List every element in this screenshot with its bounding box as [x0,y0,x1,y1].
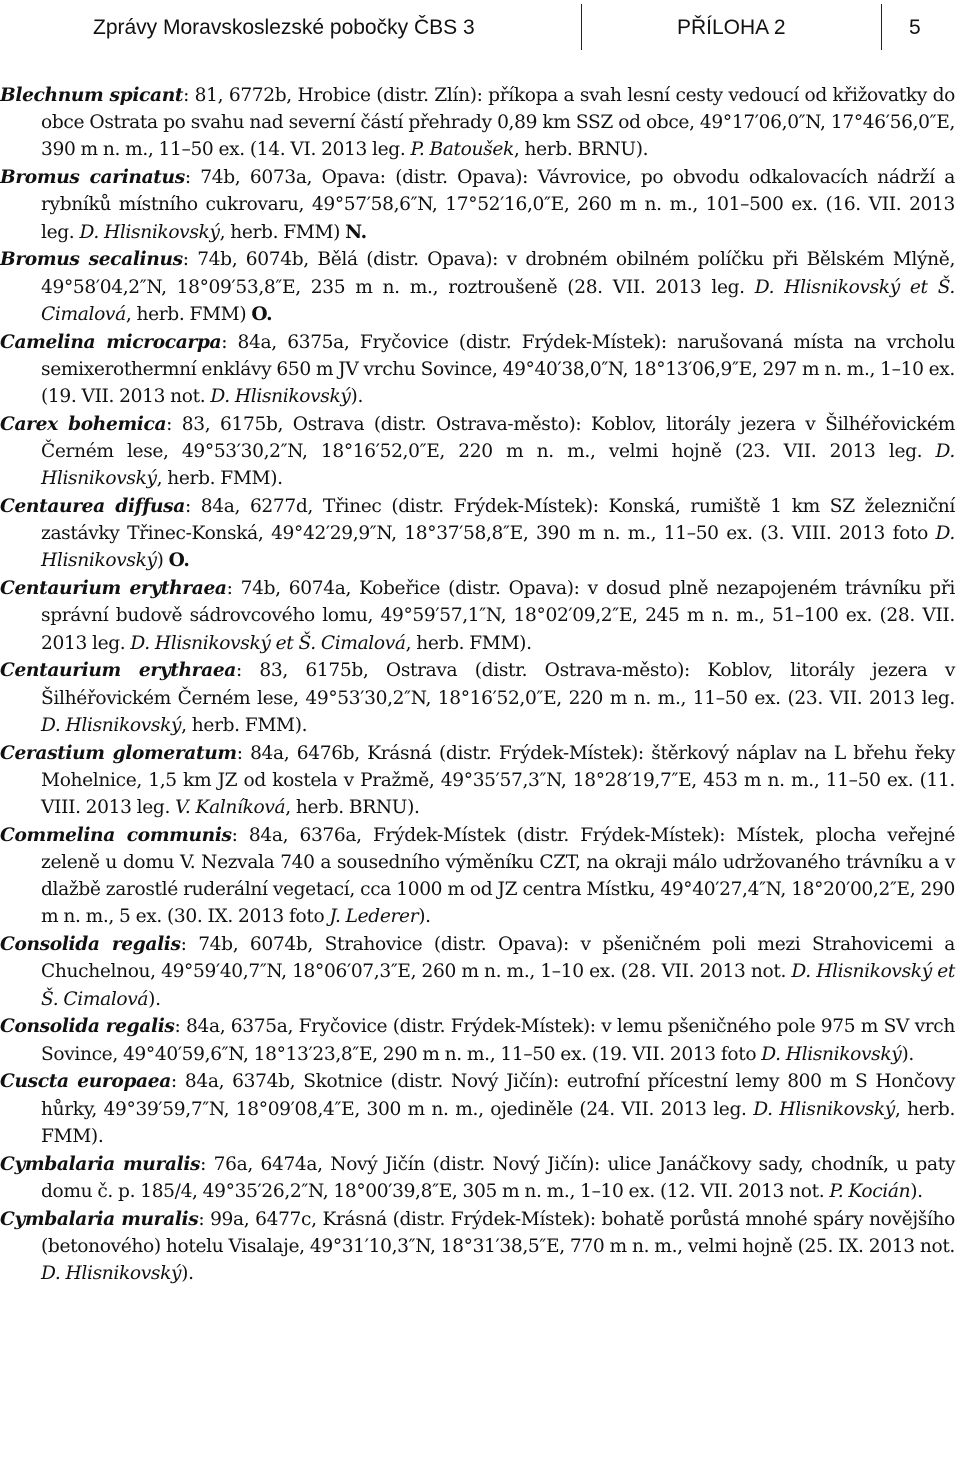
entry-text: : 99a, 6477c, Krásná (distr. Frýdek-Místek): bohatě porůstá mnohé spáry novějšího (betonového) hotelu Visalaje, 49°31′10,3″N, 18°31′38,5″E, 770 m n. m., velmi hojně (25. IX. 2013 not. [41,1208,955,1257]
collector-name: V. Kalníková [175,797,286,819]
collector-name: D. Hlisnikovský [79,221,220,243]
species-entry [0,82,955,164]
species-entry [0,822,955,931]
species-name: Commelina communis [0,824,232,846]
species-name: Cymbalaria muralis [0,1153,201,1175]
species-name: Centaurea diffusa [0,496,185,518]
species-entry [0,1013,955,1067]
entry-text: : 76a, 6474a, Nový Jičín (distr. Nový Jičín): ulice Janáčkovy sady, chodník, u paty domu č. p. 185/4, 49°35′26,2″N, 18°00′39,8″E, 305 m n. m., 1–10 ex. (12. VII. 2013 not. [41,1153,955,1202]
entry-tail: ). [148,988,161,1010]
collector-name: D. Hlisnikovský [41,1263,182,1285]
entry-tail: , herb. FMM) [125,303,252,325]
species-entry [0,246,955,328]
running-header [0,0,960,56]
species-name: Carex bohemica [0,413,167,435]
entry-tail: , herb. BRNU). [513,139,649,161]
entry-tail: , herb. BRNU). [285,797,420,819]
header-divider [581,4,582,50]
species-name: Cuscta europaea [0,1071,171,1093]
entry-text: : 74b, 6074a, Kobeřice (distr. Opava): v dosud plně nezapojeném trávníku při správní budově sádrovcového lomu, 49°59′57,1″N, 18°02′09,2″E, 245 m n. m., 51–100 ex. (28. VII. 2013 leg. [41,578,955,654]
collector-name: D. Hlisnikovský [41,441,955,490]
species-entry [0,411,955,493]
entry-tail: ). [910,1180,923,1202]
collector-name: D. Hlisnikovský et Š. Cimalová [41,961,955,1010]
collector-name: D. Hlisnikovský [41,523,955,572]
species-name: Cerastium glomeratum [0,742,237,764]
entry-text: : 84a, 6374b, Skotnice (distr. Nový Jičín): eutrofní přícestní lemy 800 m S Hončovy hůrky, 49°39′59,7″N, 18°09′08,4″E, 300 m n. m., ojediněle (24. VII. 2013 leg. [41,1071,955,1120]
header-divider [881,4,882,50]
entry-tail: ). [181,1263,194,1285]
collector-name: D. Hlisnikovský [41,714,182,736]
species-name: Bromus secalinus [0,249,183,271]
appendix-label: PŘÍLOHA 2 [677,16,786,39]
entry-text: : 84a, 6375a, Fryčovice (distr. Frýdek-Místek): narušovaná místa na vrcholu semixerothermní enklávy 650 m JV vrchu Sovince, 49°40′38,0″N, 18°13′06,9″E, 297 m n. m., 1–10 ex. (19. VII. 2013 not. [41,331,956,408]
species-name: Consolida regalis [0,934,181,956]
species-name: Centaurium erythraea [0,578,227,600]
collector-name: D. Hlisnikovský et Š. Cimalová [130,632,406,654]
collector-name: D. Hlisnikovský [210,386,351,408]
entry-text: : 84a, 6376a, Frýdek-Místek (distr. Frýdek-Místek): Místek, plocha veřejné zeleně u domu V. Nezvala 740 a sousedního výměníku CZT, na okraji málo udržovaného trávníku a v dlažbě zarostlé ruderální vegetací, cca 1000 m od JZ centra Místku, 49°40′27,4″N, 18°20′00,2″E, 290 m n. m., 5 ex. (30. IX. 2013 foto [41,824,955,928]
status-code: O. [251,303,273,325]
entry-text: : 74b, 6074b, Strahovice (distr. Opava): v pšeničném poli mezi Strahovicemi a Chuchelnou, 49°59′40,7″N, 18°06′07,3″E, 260 m n. m., 1–10 ex. (28. VII. 2013 not. [41,934,955,983]
collector-name: P. Batoušek [410,139,514,161]
collector-name: D. Hlisnikovský [761,1043,902,1065]
entry-tail: , herb. FMM). [156,468,283,490]
species-name: Cymbalaria muralis [0,1208,199,1230]
species-entry [0,657,955,739]
entry-tail: , herb. FMM) [219,221,346,243]
status-code: O. [168,550,190,572]
species-entry [0,575,955,657]
species-entry [0,1151,955,1205]
species-name: Bromus carinatus [0,167,185,189]
species-name: Camelina microcarpa [0,331,222,353]
entry-tail: , herb. FMM). [405,632,532,654]
species-entry [0,1068,955,1150]
entry-tail: ). [418,906,431,928]
entry-text: : 84a, 6476b, Krásná (distr. Frýdek-Místek): štěrkový náplav na L břehu řeky Mohelnice, 1,5 km JZ od kostela v Pražmě, 49°35′57,3″N, 18°28′19,7″E, 453 m n. m., 11–50 ex. (11. VIII. 2013 leg. [41,742,955,819]
collector-name: J. Lederer [329,906,419,928]
species-name: Centaurium erythraea [0,660,237,682]
entry-text: : 83, 6175b, Ostrava (distr. Ostrava-město): Koblov, litorály jezera v Šilhéřovickém Černém lese, 49°53′30,2″N, 18°16′52,0″E, 220 m n. m., 11–50 ex. (23. VII. 2013 leg. [41,660,955,709]
species-list [0,82,955,1288]
species-entry [0,493,955,575]
entry-tail: ). [901,1043,914,1065]
entry-tail: ). [350,386,364,408]
species-entry [0,740,955,822]
species-name: Consolida regalis [0,1016,175,1038]
entry-text: : 83, 6175b, Ostrava (distr. Ostrava-město): Koblov, litorály jezera v Šilhéřovickém Černém lese, 49°53′30,2″N, 18°16′52,0″E, 220 m n. m., velmi hojně (23. VII. 2013 leg. [41,413,955,463]
entry-text: : 81, 6772b, Hrobice (distr. Zlín): příkopa a svah lesní cesty vedoucí od křižovatky do obce Ostrata po svahu nad severní částí přehrady 0,89 km SSZ od obce, 49°17′06,0″N, 17°46′56,0″E, 390 m n. m., 11–50 ex. (14. VI. 2013 leg. [41,85,955,161]
collector-name: D. Hlisnikovský et Š. Cimalová [41,276,955,325]
journal-title: Zprávy Moravskoslezské pobočky ČBS 3 [93,16,475,39]
species-entry [0,1206,955,1288]
page-number: 5 [909,16,921,39]
collector-name: P. Kocián [829,1180,911,1202]
entry-text: : 84a, 6277d, Třinec (distr. Frýdek-Místek): Konská, rumiště 1 km SZ železniční zastávky Třinec-Konská, 49°42′29,9″N, 18°37′58,8″E, 390 m n. m., 11–50 ex. (3. VIII. 2013 foto [41,496,955,545]
collector-name: D. Hlisnikovský [753,1098,895,1120]
entry-tail: ) [156,550,169,572]
entry-text: : 84a, 6375a, Fryčovice (distr. Frýdek-Místek): v lemu pšeničného pole 975 m SV vrch Sovince, 49°40′59,6″N, 18°13′23,8″E, 290 m n. m., 11–50 ex. (19. VII. 2013 foto [41,1016,955,1065]
entry-text: : 74b, 6074b, Bělá (distr. Opava): v drobném obilném políčku při Bělském Mlýně, 49°58′04,2″N, 18°09′53,8″E, 235 m n. m., roztroušeně (28. VII. 2013 leg. [41,249,956,298]
species-name: Blechnum spicant [0,85,184,106]
status-code: N. [345,221,367,243]
species-entry [0,164,955,246]
entry-text: : 74b, 6073a, Opava: (distr. Opava): Vávrovice, po obvodu odkalovacích nádrží a rybníků místního cukrovaru, 49°57′58,6″N, 17°52′16,0″E, 260 m n. m., 101–500 ex. (16. VII. 2013 leg. [41,167,955,243]
species-entry [0,329,955,411]
entry-tail: , herb. FMM). [181,714,308,736]
entry-tail: , herb. FMM). [41,1098,956,1147]
species-entry [0,931,955,1013]
